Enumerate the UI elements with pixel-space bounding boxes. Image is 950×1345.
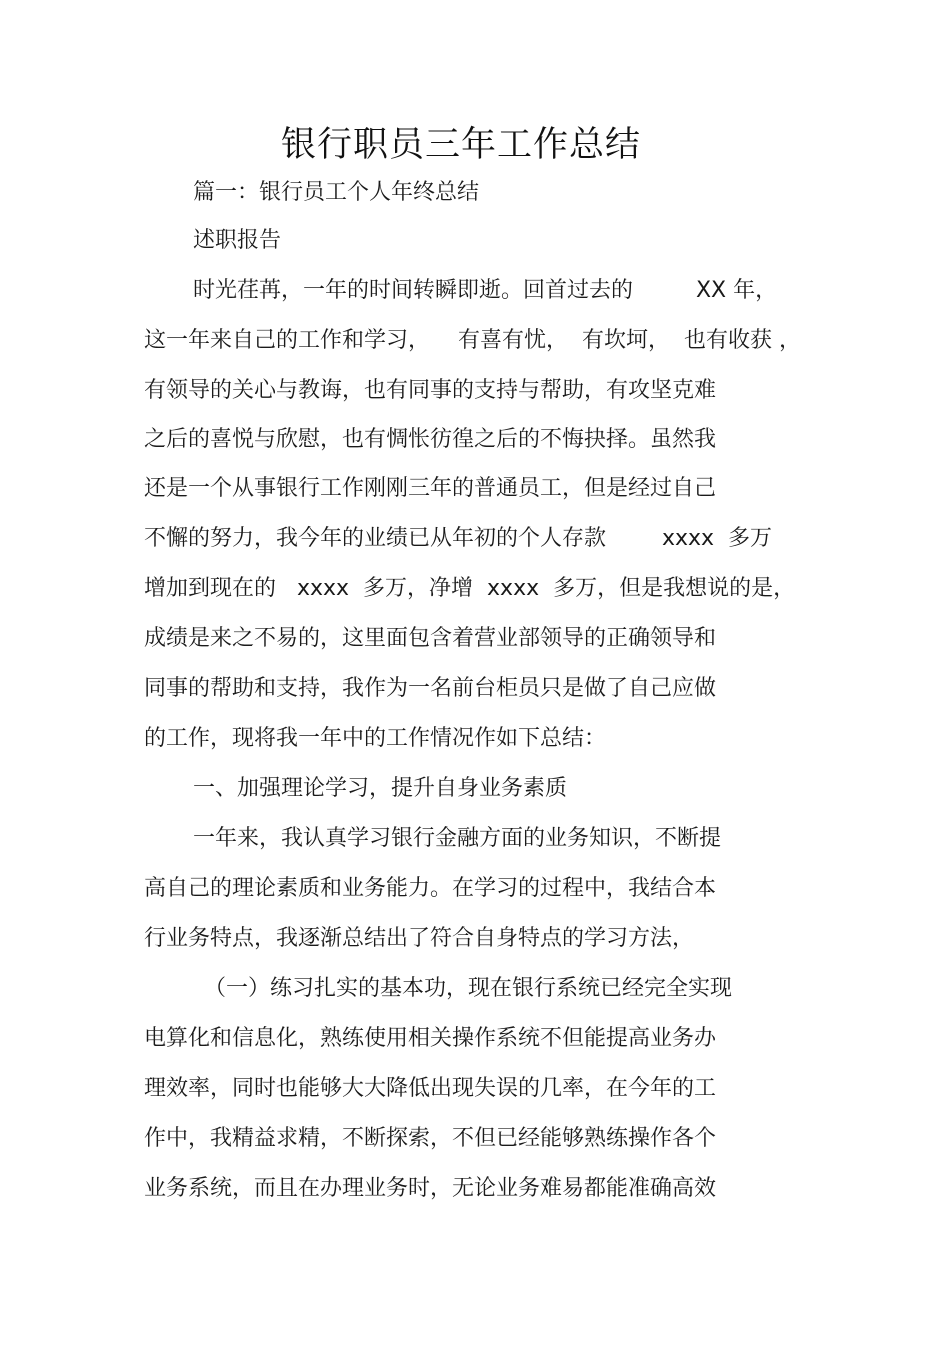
paragraph-line: 还是一个从事银行工作刚刚三年的普通员工，但是经过自己 bbox=[144, 476, 717, 501]
paragraph-line: 一年来，我认真学习银行金融方面的业务知识，不断提 bbox=[193, 826, 722, 851]
paragraph-line: 行业务特点，我逐渐总结出了符合自身特点的学习方法， bbox=[144, 926, 695, 951]
paragraph-line: 有领导的关心与教诲，也有同事的支持与帮助，有攻坚克难 bbox=[144, 378, 717, 403]
paragraph-line: 电算化和信息化，熟练使用相关操作系统不但能提高业务办 bbox=[144, 1026, 717, 1051]
paragraph-line: 增加到现在的 xxxx 多万，净增 xxxx 多万，但是我想说的是， bbox=[144, 576, 796, 601]
paragraph-line: 同事的帮助和支持，我作为一名前台柜员只是做了自己应做 bbox=[144, 676, 717, 701]
report-subtitle: 述职报告 bbox=[193, 228, 282, 253]
paragraph-line: 成绩是来之不易的，这里面包含着营业部领导的正确领导和 bbox=[144, 626, 717, 651]
paragraph-line: 这一年来自己的工作和学习， 有喜有忧， 有坎坷， 也有收获 ， bbox=[144, 328, 801, 353]
paragraph-line: 的工作，现将我一年中的工作情况作如下总结： bbox=[144, 726, 607, 751]
paragraph-line: 理效率，同时也能够大大降低出现失误的几率，在今年的工 bbox=[144, 1076, 717, 1101]
paragraph-line: 之后的喜悦与欣慰，也有惆怅彷徨之后的不悔抉择。虽然我 bbox=[144, 427, 717, 452]
section-heading: 篇一：银行员工个人年终总结 bbox=[193, 180, 480, 205]
paragraph-line: 业务系统，而且在办理业务时，无论业务难易都能准确高效 bbox=[144, 1176, 717, 1201]
paragraph-line: 时光荏苒，一年的时间转瞬即逝。回首过去的 XX 年， bbox=[193, 278, 778, 303]
paragraph-line: （一）练习扎实的基本功，现在银行系统已经完全实现 bbox=[204, 976, 733, 1001]
paragraph-line: 作中，我精益求精，不断探索，不但已经能够熟练操作各个 bbox=[144, 1126, 717, 1151]
document-title: 银行职员三年工作总结 bbox=[280, 125, 641, 165]
section-heading: 一、加强理论学习，提升自身业务素质 bbox=[193, 776, 568, 801]
paragraph-line: 不懈的努力，我今年的业绩已从年初的个人存款 xxxx 多万 bbox=[144, 526, 773, 551]
paragraph-line: 高自己的理论素质和业务能力。在学习的过程中，我结合本 bbox=[144, 876, 717, 901]
